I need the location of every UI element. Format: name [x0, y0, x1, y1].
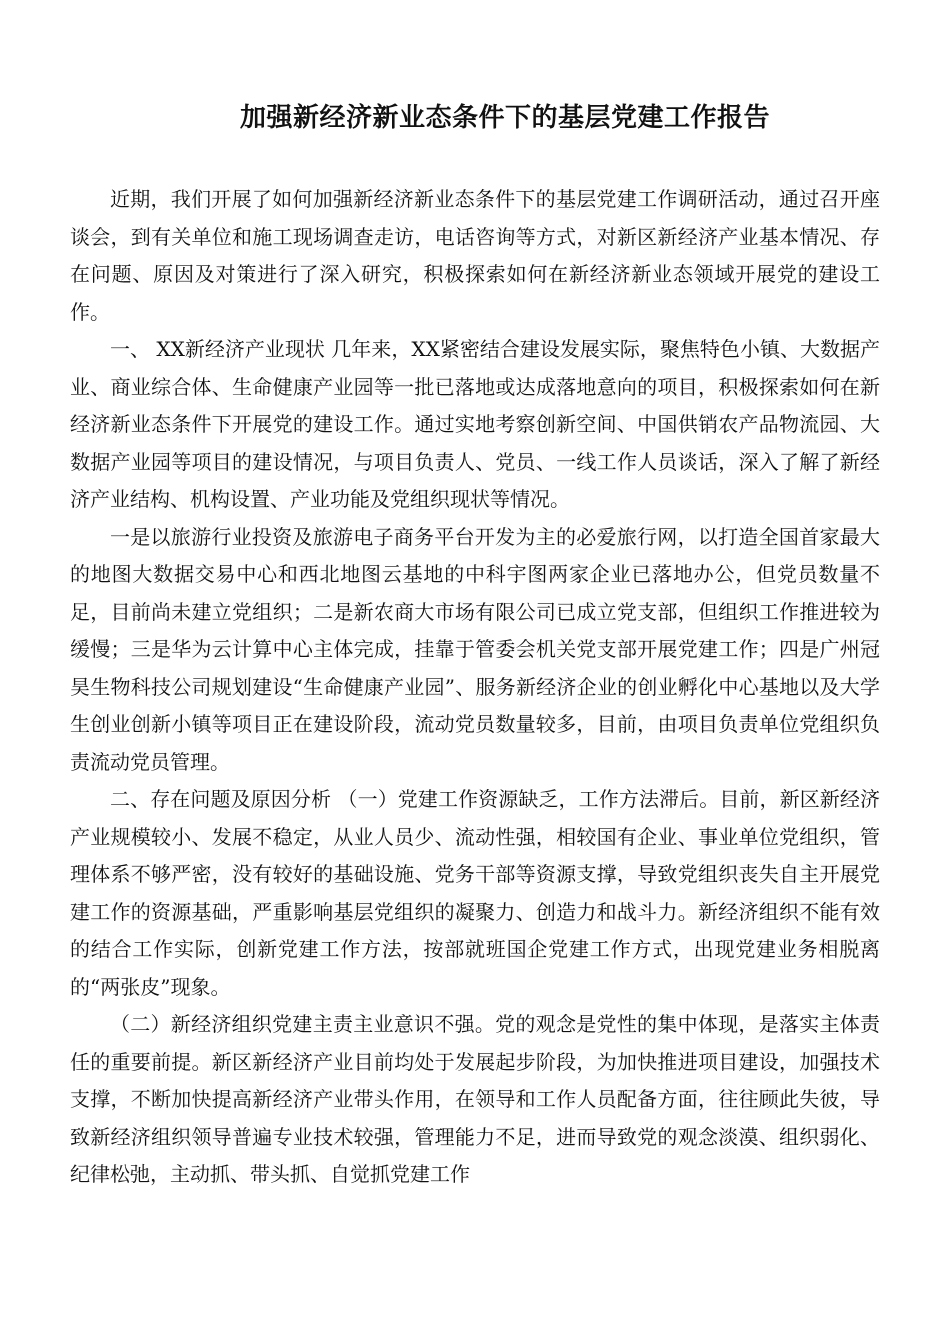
document-title: 加强新经济新业态条件下的基层党建工作报告 — [239, 103, 770, 133]
document-body — [70, 181, 880, 1194]
paragraph-subsection-2: （二）新经济组织党建主责主业意识不强。党的观念是党性的集中体现，是落实主体责任的重要前提。新区新经济产业目前均处于发展起步阶段，为加快推进项目建设，加强技术支撑，不断加快提高新经济产业带头作用，在领导和工作人员配备方面，往往顾此失彼，导致新经济组织领导普遍专业技术较强，管理能力不足，进而导致党的观念淡漠、组织弱化、纪律松弛，主动抓、带头抓、自觉抓党建工作 — [70, 1012, 880, 1186]
paragraph-projects: 一是以旅游行业投资及旅游电子商务平台开发为主的必爱旅行网，以打造全国首家最大的地图大数据交易中心和西北地图云基地的中科宇图两家企业已落地办公，但党员数量不足，目前尚未建立党组织；二是新农商大市场有限公司已成立党支部，但组织工作推进较为缓慢；三是华为云计算中心主体完成，挂靠于管委会机关党支部开展党建工作；四是广州冠昊生物科技公司规划建设“生命健康产业园”、服务新经济企业的创业孵化中心基地以及大学生创业创新小镇等项目正在建设阶段，流动党员数量较多，目前，由项目负责单位党组织负责流动党员管理。 — [70, 524, 880, 774]
paragraph-section-1: 一、 XX新经济产业现状 几年来，XX紧密结合建设发展实际，聚焦特色小镇、大数据产业、商业综合体、生命健康产业园等一批已落地或达成落地意向的项目，积极探索如何在新经济新业态条件下开展党的建设工作。通过实地考察创新空间、中国供销农产品物流园、大数据产业园等项目的建设情况，与项目负责人、党员、一线工作人员谈话，深入了解了新经济产业结构、机构设置、产业功能及党组织现状等情况。 — [70, 337, 880, 511]
paragraph-section-2: 二、存在问题及原因分析 （一）党建工作资源缺乏，工作方法滞后。目前，新区新经济产业规模较小、发展不稳定，从业人员少、流动性强，相较国有企业、事业单位党组织，管理体系不够严密，没有较好的基础设施、党务干部等资源支撑，导致党组织丧失自主开展党建工作的资源基础，严重影响基层党组织的凝聚力、创造力和战斗力。新经济组织不能有效的结合工作实际，创新党建工作方法，按部就班国企党建工作方式，出现党建业务相脱离的“两张皮”现象。 — [70, 787, 880, 999]
paragraph-intro: 近期，我们开展了如何加强新经济新业态条件下的基层党建工作调研活动，通过召开座谈会，到有关单位和施工现场调查走访，电话咨询等方式，对新区新经济产业基本情况、存在问题、原因及对策进行了深入研究，积极探索如何在新经济新业态领域开展党的建设工作。 — [70, 187, 880, 324]
